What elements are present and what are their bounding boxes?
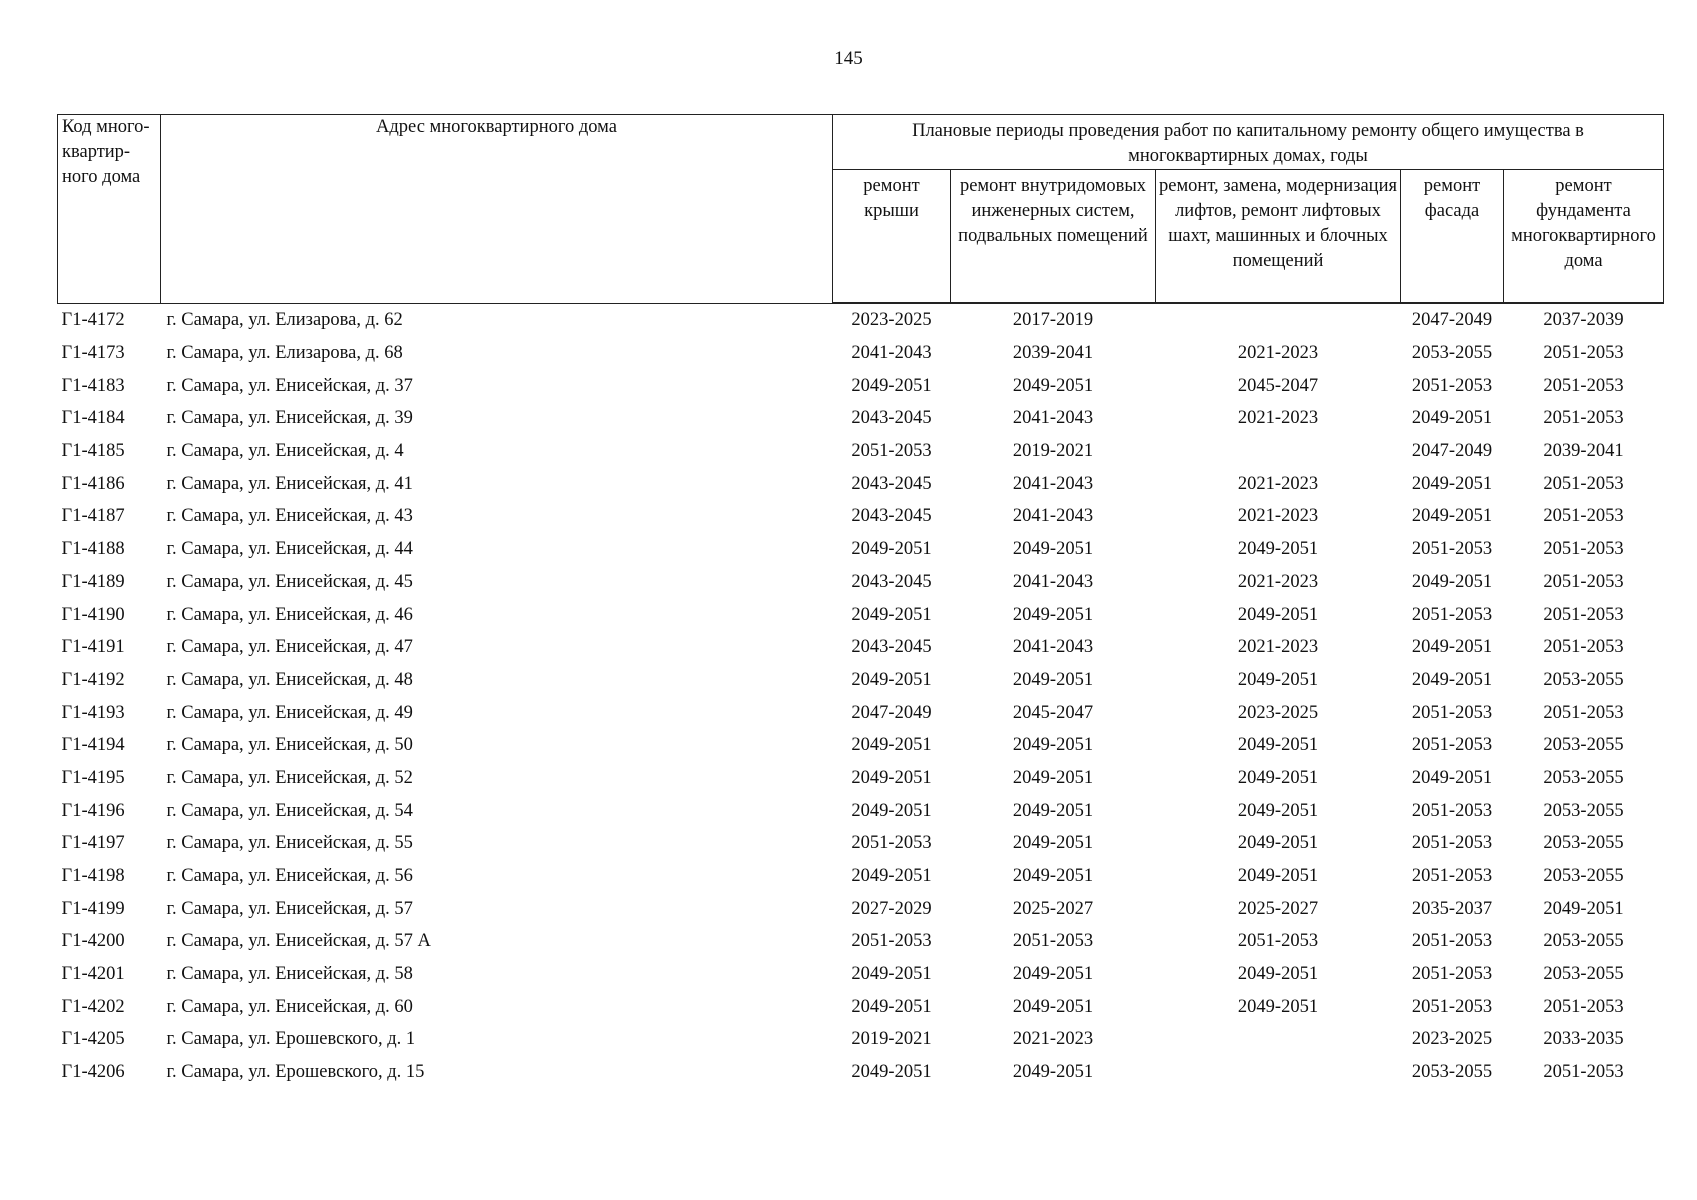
cell-facade: 2051-2053 (1411, 604, 1493, 625)
table-row (58, 762, 1664, 795)
table-body (58, 303, 1664, 1089)
cell-facade: 2035-2037 (1411, 898, 1493, 919)
cell-facade: 2047-2049 (1411, 310, 1493, 331)
cell-address: г. Самара, ул. Енисейская, д. 48 (166, 669, 413, 690)
cell-address: г. Самара, ул. Енисейская, д. 60 (166, 996, 413, 1017)
cell-elevators: 2049-2051 (1237, 833, 1319, 854)
cell-roof: 2049-2051 (851, 866, 932, 887)
table-row (58, 598, 1664, 631)
cell-elevators: 2049-2051 (1237, 964, 1319, 985)
cell-elevators (1156, 303, 1401, 337)
cell-facade: 2053-2055 (1411, 1062, 1493, 1083)
cell-address: г. Самара, ул. Енисейская, д. 37 (166, 375, 413, 396)
cell-foundation: 2051-2053 (1543, 375, 1624, 396)
cell-elevators: 2049-2051 (1237, 669, 1319, 690)
cell-elevators: 2023-2025 (1237, 702, 1319, 723)
cell-facade: 2051-2053 (1411, 735, 1493, 756)
cell-foundation: 2051-2053 (1543, 343, 1624, 364)
cell-engineering: 2049-2051 (1012, 375, 1094, 396)
table-row (58, 1023, 1664, 1056)
cell-code: Г1-4185 (61, 441, 125, 462)
table-row (58, 1056, 1664, 1089)
cell-foundation: 2053-2055 (1543, 866, 1624, 887)
cell-engineering: 2039-2041 (1012, 343, 1094, 364)
cell-code: Г1-4188 (61, 539, 125, 560)
cell-code: Г1-4190 (61, 604, 125, 625)
cell-facade: 2051-2053 (1411, 702, 1493, 723)
table-row (58, 303, 1664, 337)
cell-foundation: 2053-2055 (1543, 964, 1624, 985)
cell-roof: 2049-2051 (851, 964, 932, 985)
header-code: Код много-квартир-ного дома (58, 115, 161, 304)
cell-engineering: 2041-2043 (1012, 571, 1094, 592)
cell-roof: 2049-2051 (851, 604, 932, 625)
cell-address: г. Самара, ул. Ерошевского, д. 15 (166, 1062, 425, 1083)
cell-code: Г1-4189 (61, 571, 125, 592)
cell-foundation: 2051-2053 (1543, 506, 1624, 527)
cell-engineering: 2019-2021 (1012, 441, 1094, 462)
cell-facade: 2051-2053 (1411, 800, 1493, 821)
cell-engineering: 2049-2051 (1012, 866, 1094, 887)
cell-code: Г1-4197 (61, 833, 125, 854)
cell-engineering: 2049-2051 (1012, 767, 1094, 788)
cell-address: г. Самара, ул. Енисейская, д. 57 А (166, 931, 431, 952)
cell-facade: 2051-2053 (1411, 931, 1493, 952)
cell-elevators: 2021-2023 (1237, 506, 1319, 527)
cell-code: Г1-4205 (61, 1029, 125, 1050)
cell-facade: 2023-2025 (1411, 1029, 1493, 1050)
cell-roof: 2051-2053 (851, 441, 932, 462)
cell-elevators: 2049-2051 (1237, 800, 1319, 821)
cell-engineering: 2049-2051 (1012, 833, 1094, 854)
table-row (58, 435, 1664, 468)
page-number: 145 (834, 48, 863, 69)
cell-elevators: 2021-2023 (1237, 408, 1319, 429)
cell-engineering: 2049-2051 (1012, 1062, 1094, 1083)
cell-address: г. Самара, ул. Енисейская, д. 43 (166, 506, 413, 527)
cell-engineering: 2049-2051 (1012, 669, 1094, 690)
cell-elevators: 2049-2051 (1237, 539, 1319, 560)
cell-address: г. Самара, ул. Енисейская, д. 52 (166, 767, 413, 788)
cell-code: Г1-4200 (61, 931, 125, 952)
cell-engineering: 2051-2053 (1012, 931, 1094, 952)
cell-foundation: 2053-2055 (1543, 669, 1624, 690)
cell-facade: 2049-2051 (1411, 669, 1493, 690)
cell-foundation: 2051-2053 (1543, 996, 1624, 1017)
table-row (58, 696, 1664, 729)
cell-address: г. Самара, ул. Елизарова, д. 62 (166, 310, 403, 331)
cell-roof: 2019-2021 (851, 1029, 932, 1050)
cell-foundation: 2051-2053 (1543, 604, 1624, 625)
cell-roof: 2043-2045 (851, 571, 932, 592)
cell-facade: 2051-2053 (1411, 964, 1493, 985)
cell-facade: 2049-2051 (1411, 637, 1493, 658)
table-row (58, 990, 1664, 1023)
table-row (58, 369, 1664, 402)
cell-code: Г1-4206 (61, 1062, 125, 1083)
cell-facade: 2047-2049 (1411, 441, 1493, 462)
cell-foundation: 2037-2039 (1543, 310, 1624, 331)
cell-engineering: 2049-2051 (1012, 539, 1094, 560)
cell-code: Г1-4192 (61, 669, 125, 690)
cell-facade: 2049-2051 (1411, 767, 1493, 788)
cell-engineering: 2041-2043 (1012, 506, 1094, 527)
cell-code: Г1-4193 (61, 702, 125, 723)
cell-code: Г1-4172 (61, 310, 125, 331)
cell-foundation: 2053-2055 (1543, 800, 1624, 821)
cell-facade: 2051-2053 (1411, 996, 1493, 1017)
cell-engineering: 2045-2047 (1012, 702, 1094, 723)
cell-address: г. Самара, ул. Енисейская, д. 54 (166, 800, 413, 821)
table-row (58, 402, 1664, 435)
table-row (58, 729, 1664, 762)
cell-roof: 2043-2045 (851, 506, 932, 527)
cell-roof: 2049-2051 (851, 735, 932, 756)
cell-elevators (1156, 1056, 1401, 1089)
cell-elevators (1156, 435, 1401, 468)
cell-code: Г1-4202 (61, 996, 125, 1017)
cell-elevators: 2021-2023 (1237, 637, 1319, 658)
cell-code: Г1-4186 (61, 473, 125, 494)
cell-roof: 2049-2051 (851, 375, 932, 396)
cell-foundation: 2051-2053 (1543, 408, 1624, 429)
cell-code: Г1-4173 (61, 343, 125, 364)
cell-address: г. Самара, ул. Енисейская, д. 45 (166, 571, 413, 592)
cell-roof: 2049-2051 (851, 996, 932, 1017)
cell-address: г. Самара, ул. Енисейская, д. 55 (166, 833, 413, 854)
cell-engineering: 2041-2043 (1012, 473, 1094, 494)
table-row (58, 892, 1664, 925)
table-row (58, 664, 1664, 697)
cell-elevators: 2021-2023 (1237, 473, 1319, 494)
cell-facade: 2049-2051 (1411, 571, 1493, 592)
cell-foundation: 2033-2035 (1543, 1029, 1624, 1050)
table-row (58, 500, 1664, 533)
cell-roof: 2049-2051 (851, 800, 932, 821)
cell-foundation: 2053-2055 (1543, 735, 1624, 756)
cell-foundation: 2051-2053 (1543, 571, 1624, 592)
cell-foundation: 2053-2055 (1543, 767, 1624, 788)
cell-code: Г1-4194 (61, 735, 125, 756)
table-row (58, 467, 1664, 500)
table-row (58, 337, 1664, 370)
cell-roof: 2049-2051 (851, 1062, 932, 1083)
cell-address: г. Самара, ул. Енисейская, д. 58 (166, 964, 413, 985)
cell-foundation: 2051-2053 (1543, 637, 1624, 658)
cell-elevators: 2049-2051 (1237, 604, 1319, 625)
cell-engineering: 2025-2027 (1012, 898, 1094, 919)
cell-address: г. Самара, ул. Енисейская, д. 47 (166, 637, 413, 658)
cell-roof: 2027-2029 (851, 898, 932, 919)
table-row (58, 827, 1664, 860)
table-row (58, 860, 1664, 893)
cell-roof: 2047-2049 (851, 702, 932, 723)
table-row (58, 925, 1664, 958)
cell-engineering: 2017-2019 (1012, 310, 1094, 331)
cell-engineering: 2041-2043 (1012, 637, 1094, 658)
cell-roof: 2043-2045 (851, 408, 932, 429)
cell-engineering: 2041-2043 (1012, 408, 1094, 429)
cell-elevators (1156, 1023, 1401, 1056)
header-engineering: ремонт внутридомовых инженерных систем, подвальных помещений (951, 170, 1156, 304)
cell-elevators: 2045-2047 (1237, 375, 1319, 396)
cell-address: г. Самара, ул. Енисейская, д. 56 (166, 866, 413, 887)
cell-facade: 2051-2053 (1411, 539, 1493, 560)
cell-code: Г1-4199 (61, 898, 125, 919)
cell-engineering: 2049-2051 (1012, 604, 1094, 625)
cell-elevators: 2049-2051 (1237, 735, 1319, 756)
table-row (58, 631, 1664, 664)
cell-elevators: 2051-2053 (1237, 931, 1319, 952)
cell-foundation: 2051-2053 (1543, 539, 1624, 560)
cell-foundation: 2049-2051 (1543, 898, 1624, 919)
header-foundation: ремонт фундамента многоквартирного дома (1504, 170, 1664, 304)
cell-address: г. Самара, ул. Енисейская, д. 50 (166, 735, 413, 756)
cell-foundation: 2051-2053 (1543, 1062, 1624, 1083)
cell-address: г. Самара, ул. Енисейская, д. 46 (166, 604, 413, 625)
cell-roof: 2051-2053 (851, 931, 932, 952)
cell-address: г. Самара, ул. Енисейская, д. 4 (166, 441, 404, 462)
cell-engineering: 2049-2051 (1012, 800, 1094, 821)
cell-engineering: 2049-2051 (1012, 996, 1094, 1017)
cell-address: г. Самара, ул. Енисейская, д. 57 (166, 898, 413, 919)
table-row (58, 566, 1664, 599)
cell-code: Г1-4187 (61, 506, 125, 527)
cell-roof: 2049-2051 (851, 767, 932, 788)
cell-facade: 2051-2053 (1411, 375, 1493, 396)
table-row (58, 794, 1664, 827)
cell-address: г. Самара, ул. Енисейская, д. 49 (166, 702, 413, 723)
cell-code: Г1-4201 (61, 964, 125, 985)
cell-address: г. Самара, ул. Енисейская, д. 41 (166, 473, 413, 494)
header-address: Адрес многоквартирного дома (161, 115, 833, 304)
cell-engineering: 2021-2023 (1012, 1029, 1094, 1050)
cell-code: Г1-4196 (61, 800, 125, 821)
table-row (58, 533, 1664, 566)
cell-facade: 2051-2053 (1411, 866, 1493, 887)
cell-foundation: 2053-2055 (1543, 931, 1624, 952)
cell-code: Г1-4183 (61, 375, 125, 396)
cell-facade: 2051-2053 (1411, 833, 1493, 854)
cell-roof: 2049-2051 (851, 539, 932, 560)
table-header (58, 115, 1664, 304)
cell-foundation: 2051-2053 (1543, 702, 1624, 723)
cell-address: г. Самара, ул. Енисейская, д. 39 (166, 408, 413, 429)
cell-elevators: 2021-2023 (1237, 343, 1319, 364)
header-planned-periods: Плановые периоды проведения работ по капитальному ремонту общего имущества в многоквартирных домах, годы (833, 115, 1664, 170)
cell-code: Г1-4191 (61, 637, 125, 658)
cell-foundation: 2039-2041 (1543, 441, 1624, 462)
cell-roof: 2043-2045 (851, 637, 932, 658)
cell-elevators: 2049-2051 (1237, 767, 1319, 788)
cell-elevators: 2025-2027 (1237, 898, 1319, 919)
cell-facade: 2049-2051 (1411, 473, 1493, 494)
cell-roof: 2049-2051 (851, 669, 932, 690)
header-roof: ремонт крыши (833, 170, 951, 304)
cell-facade: 2053-2055 (1411, 343, 1493, 364)
cell-roof: 2043-2045 (851, 473, 932, 494)
cell-roof: 2051-2053 (851, 833, 932, 854)
cell-elevators: 2049-2051 (1237, 866, 1319, 887)
table-row (58, 958, 1664, 991)
repair-schedule-table (57, 114, 1664, 1089)
header-elevators: ремонт, замена, модернизация лифтов, ремонт лифтовых шахт, машинных и блочных помещений (1156, 170, 1401, 304)
cell-address: г. Самара, ул. Енисейская, д. 44 (166, 539, 413, 560)
cell-code: Г1-4195 (61, 767, 125, 788)
cell-roof: 2041-2043 (851, 343, 932, 364)
cell-elevators: 2021-2023 (1237, 571, 1319, 592)
cell-code: Г1-4184 (61, 408, 125, 429)
cell-address: г. Самара, ул. Елизарова, д. 68 (166, 343, 403, 364)
cell-address: г. Самара, ул. Ерошевского, д. 1 (166, 1029, 416, 1050)
cell-elevators: 2049-2051 (1237, 996, 1319, 1017)
cell-foundation: 2053-2055 (1543, 833, 1624, 854)
cell-foundation: 2051-2053 (1543, 473, 1624, 494)
cell-engineering: 2049-2051 (1012, 964, 1094, 985)
cell-code: Г1-4198 (61, 866, 125, 887)
cell-engineering: 2049-2051 (1012, 735, 1094, 756)
cell-facade: 2049-2051 (1411, 408, 1493, 429)
cell-facade: 2049-2051 (1411, 506, 1493, 527)
cell-roof: 2023-2025 (851, 310, 932, 331)
header-facade: ремонт фасада (1401, 170, 1504, 304)
